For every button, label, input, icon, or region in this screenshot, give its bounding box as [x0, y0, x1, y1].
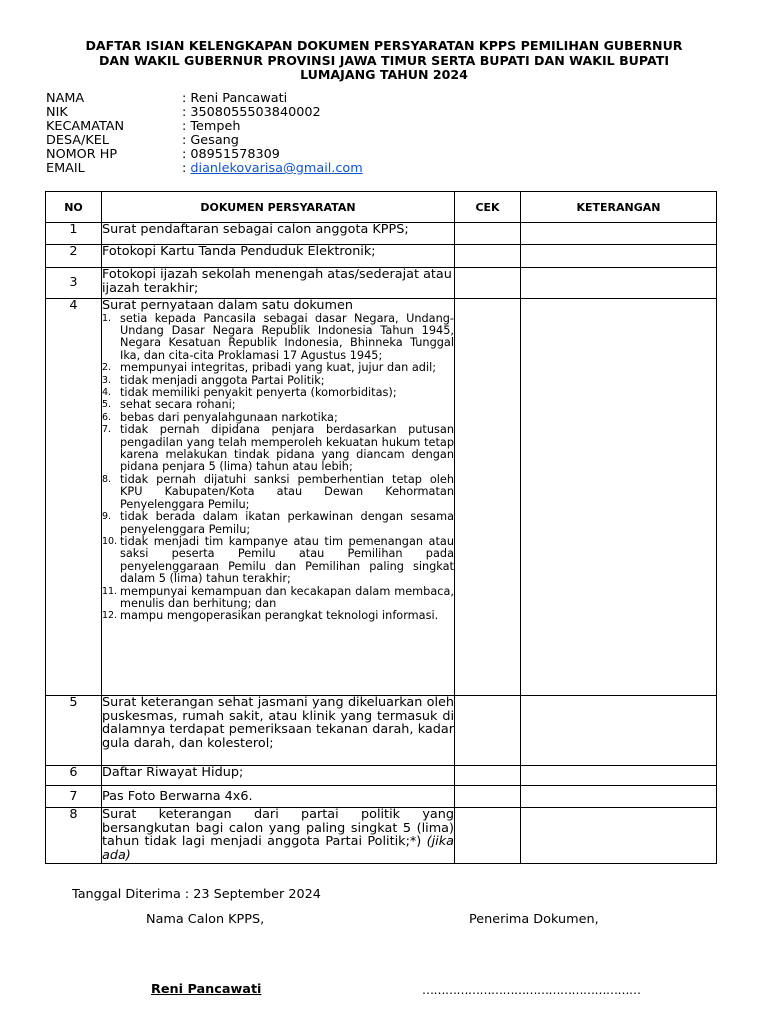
table-row	[46, 299, 717, 696]
header-dokumen: DOKUMEN PERSYARATAN	[102, 192, 455, 223]
table-row	[46, 786, 717, 808]
row-document: Daftar Riwayat Hidup;	[102, 766, 455, 786]
check-cell[interactable]	[455, 268, 521, 299]
identity-value	[182, 162, 363, 176]
remark-cell[interactable]	[521, 223, 717, 245]
check-cell[interactable]	[455, 299, 521, 696]
list-item	[102, 313, 454, 363]
identity-row-desa	[46, 134, 363, 148]
check-cell[interactable]	[455, 808, 521, 864]
row-document	[102, 808, 455, 864]
item-number: 2.	[102, 362, 112, 374]
row-document: Fotokopi ijazah sekolah menengah atas/sederajat atau ijazah terakhir;	[102, 268, 455, 299]
identity-row-email	[46, 162, 363, 176]
item-text: mempunyai integritas, pribadi yang kuat, jujur dan adil;	[120, 361, 437, 375]
list-item	[102, 536, 454, 586]
identity-value: : 08951578309	[182, 147, 280, 162]
item-number: 7.	[102, 424, 112, 436]
row-document: Surat keterangan sehat jasmani yang dikeluarkan oleh puskesmas, rumah sakit, atau klinik yang termasuk di dalamnya terdapat pemeriksaan tekanan darah, kadar gula darah, dan kolesterol;	[102, 696, 455, 766]
applicant-role: Nama Calon KPPS,	[146, 912, 265, 927]
item-number: 6.	[102, 411, 112, 423]
identity-row-nama	[46, 92, 363, 106]
remark-cell[interactable]	[521, 766, 717, 786]
header-keterangan: KETERANGAN	[521, 192, 717, 223]
title-line-3: LUMAJANG TAHUN 2024	[300, 67, 468, 82]
item-number: 12.	[102, 610, 118, 622]
row-number: 6	[46, 766, 102, 786]
identity-value: : Reni Pancawati	[182, 91, 288, 106]
table-row	[46, 223, 717, 245]
document-title	[40, 39, 728, 83]
receiver-role: Penerima Dokumen,	[469, 912, 599, 927]
check-cell[interactable]	[455, 223, 521, 245]
date-received: Tanggal Diterima : 23 September 2024	[72, 887, 321, 902]
row-number: 8	[46, 808, 102, 864]
identity-row-nik	[46, 106, 363, 120]
title-line-2: DAN WAKIL GUBERNUR PROVINSI JAWA TIMUR SERTA BUPATI DAN WAKIL BUPATI	[98, 52, 670, 68]
item-text: tidak memiliki penyakit penyerta (komorbiditas);	[120, 386, 397, 400]
row-number: 3	[46, 268, 102, 299]
row-document: Fotokopi Kartu Tanda Penduduk Elektronik;	[102, 245, 455, 268]
row-document: Surat pendaftaran sebagai calon anggota KPPS;	[102, 223, 455, 245]
remark-cell[interactable]	[521, 245, 717, 268]
item-text: tidak pernah dipidana penjara berdasarkan putusan pengadilan yang telah memperoleh kekuatan hukum tetap karena melakukan tindak pidana yang diancam dengan pidana penjara 5 (lima) tahun atau lebih;	[120, 423, 454, 474]
header-cek: CEK	[455, 192, 521, 223]
row-document-intro: Surat pernyataan dalam satu dokumen	[102, 298, 353, 313]
row-document: Pas Foto Berwarna 4x6.	[102, 786, 455, 808]
item-number: 8.	[102, 473, 112, 485]
item-text: tidak menjadi tim kampanye atau tim pemenangan atau saksi peserta Pemilu atau Pemilihan pada penyelenggaraan Pemilu dan Pemilihan paling singkat dalam 5 (lima) tahun terakhir;	[120, 534, 454, 586]
identity-label: NIK	[46, 105, 68, 120]
item-number: 1.	[102, 312, 112, 324]
item-number: 5.	[102, 399, 112, 411]
identity-value: : Tempeh	[182, 119, 241, 134]
row-number: 4	[46, 299, 102, 696]
row-number: 7	[46, 786, 102, 808]
table-row	[46, 696, 717, 766]
list-item	[102, 399, 454, 411]
table-row	[46, 245, 717, 268]
item-number: 4.	[102, 387, 112, 399]
row-number: 5	[46, 696, 102, 766]
remark-cell[interactable]	[521, 786, 717, 808]
row-document-note: (jika ada)	[102, 834, 454, 863]
email-link[interactable]: dianlekovarisa@gmail.com	[190, 161, 363, 176]
check-cell[interactable]	[455, 786, 521, 808]
item-text: mampu mengoperasikan perangkat teknologi informasi.	[120, 609, 439, 623]
identity-label: EMAIL	[46, 161, 85, 176]
identity-row-kecamatan	[46, 120, 363, 134]
item-text: tidak berada dalam ikatan perkawinan dengan sesama penyelenggara Pemilu;	[120, 510, 454, 536]
row-document-text: Surat keterangan dari partai politik yang bersangkutan bagi calon yang paling singkat 5 (lima) tahun tidak lagi menjadi anggota Partai Politik;*)	[102, 807, 454, 850]
check-cell[interactable]	[455, 766, 521, 786]
list-item	[102, 511, 454, 536]
item-text: setia kepada Pancasila sebagai dasar Negara, Undang-Undang Dasar Negara Republik Indonesia Tahun 1945, Negara Kesatuan Republik Indonesia, Bhinneka Tunggal Ika, dan cita-cita Proklamasi 17 Agustus 1945;	[120, 311, 454, 362]
item-text: sehat secara rohani;	[120, 398, 236, 412]
table-row	[46, 808, 717, 864]
header-no: NO	[46, 192, 102, 223]
identity-label: NOMOR HP	[46, 147, 118, 162]
item-number: 9.	[102, 511, 112, 523]
remark-cell[interactable]	[521, 696, 717, 766]
requirements-table	[45, 191, 717, 864]
row-number: 1	[46, 223, 102, 245]
item-text: bebas dari penyalahgunaan narkotika;	[120, 410, 338, 424]
list-item	[102, 424, 454, 474]
list-item	[102, 362, 454, 374]
identity-label: KECAMATAN	[46, 119, 125, 134]
remark-cell[interactable]	[521, 299, 717, 696]
check-cell[interactable]	[455, 245, 521, 268]
table-row	[46, 766, 717, 786]
list-item	[102, 474, 454, 511]
item-text: tidak menjadi anggota Partai Politik;	[120, 373, 325, 387]
item-number: 11.	[102, 585, 118, 597]
applicant-signature-name: Reni Pancawati	[151, 982, 262, 997]
identity-value: : 3508055503840002	[182, 105, 321, 120]
receiver-signature-line: …………………………………………………	[422, 983, 641, 997]
item-number: 3.	[102, 374, 112, 386]
requirement-list	[102, 313, 454, 623]
item-text: tidak pernah dijatuhi sanksi pemberhentian tetap oleh KPU Kabupaten/Kota atau Dewan Kehormatan Penyelenggara Pemilu;	[120, 472, 454, 511]
identity-value: : Gesang	[182, 133, 239, 148]
identity-block	[46, 92, 363, 176]
title-line-1: DAFTAR ISIAN KELENGKAPAN DOKUMEN PERSYARATAN KPPS PEMILIHAN GUBERNUR	[85, 38, 683, 53]
table-row	[46, 268, 717, 299]
table-header-row	[46, 192, 717, 223]
list-item	[102, 586, 454, 611]
identity-label: DESA/KEL	[46, 133, 109, 148]
item-number: 10.	[102, 535, 118, 547]
remark-cell[interactable]	[521, 268, 717, 299]
list-item	[102, 610, 454, 622]
remark-cell[interactable]	[521, 808, 717, 864]
identity-label: NAMA	[46, 91, 85, 106]
identity-row-nomor-hp	[46, 148, 363, 162]
row-number: 2	[46, 245, 102, 268]
check-cell[interactable]	[455, 696, 521, 766]
row-document	[102, 299, 455, 696]
item-text: mempunyai kemampuan dan kecakapan dalam membaca, menulis dan berhitung; dan	[120, 584, 454, 610]
email-prefix: :	[182, 161, 191, 176]
